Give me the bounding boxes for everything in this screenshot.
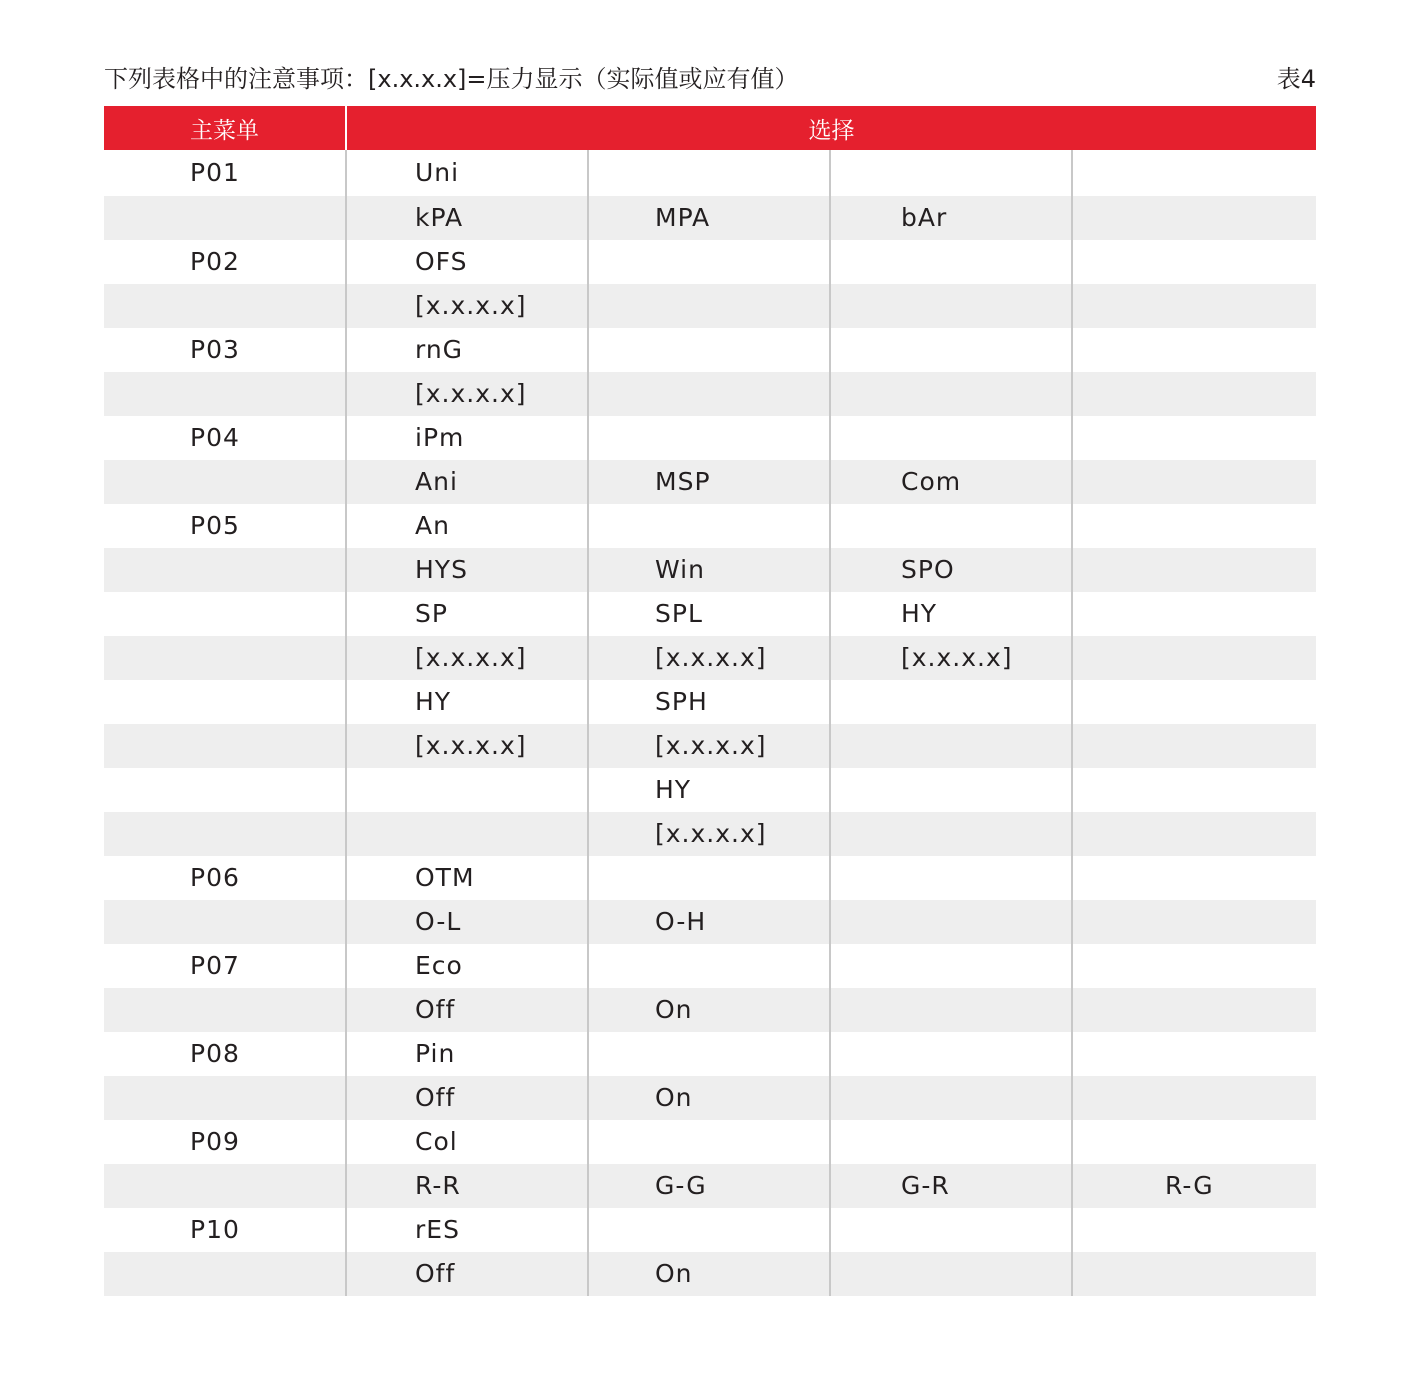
option-cell (830, 284, 1072, 328)
option-cell (346, 812, 588, 856)
option-cell (830, 372, 1072, 416)
option-cell (1072, 548, 1316, 592)
option-cell: HY (588, 768, 830, 812)
option-cell (1072, 900, 1316, 944)
option-cell (1072, 504, 1316, 548)
option-cell: SPH (588, 680, 830, 724)
option-cell (346, 768, 588, 812)
option-cell (1072, 812, 1316, 856)
option-cell: MSP (588, 460, 830, 504)
option-cell (830, 328, 1072, 372)
option-cell: Uni (346, 150, 588, 196)
option-cell: On (588, 1252, 830, 1296)
table-row (104, 592, 1316, 636)
option-cell (588, 1120, 830, 1164)
menu-code-cell (104, 592, 346, 636)
table-row (104, 284, 1316, 328)
option-cell (830, 150, 1072, 196)
option-cell: Com (830, 460, 1072, 504)
table-row (104, 548, 1316, 592)
table-row (104, 768, 1316, 812)
menu-code-cell (104, 768, 346, 812)
menu-options-table (104, 106, 1316, 1296)
option-cell (588, 504, 830, 548)
table-row (104, 416, 1316, 460)
option-cell: MPA (588, 196, 830, 240)
table-row (104, 372, 1316, 416)
table-body (104, 150, 1316, 1296)
option-cell (1072, 150, 1316, 196)
option-cell: HYS (346, 548, 588, 592)
option-cell (1072, 328, 1316, 372)
table-row (104, 1252, 1316, 1296)
option-cell (1072, 1076, 1316, 1120)
option-cell: SPL (588, 592, 830, 636)
option-cell (1072, 372, 1316, 416)
menu-code-cell (104, 372, 346, 416)
option-cell: OTM (346, 856, 588, 900)
option-cell: bAr (830, 196, 1072, 240)
table-row (104, 856, 1316, 900)
option-cell (1072, 1032, 1316, 1076)
option-cell: An (346, 504, 588, 548)
option-cell (830, 240, 1072, 284)
menu-code-cell: P07 (190, 951, 240, 980)
option-cell (830, 856, 1072, 900)
menu-code-cell (104, 284, 346, 328)
table-row (104, 460, 1316, 504)
option-cell: Eco (346, 944, 588, 988)
menu-code-cell: P04 (190, 423, 240, 452)
menu-code-cell (104, 812, 346, 856)
option-cell (1072, 944, 1316, 988)
menu-code-cell: P06 (190, 863, 240, 892)
option-cell: Off (346, 988, 588, 1032)
option-cell: kPA (346, 196, 588, 240)
option-cell (1072, 240, 1316, 284)
option-cell: rES (346, 1208, 588, 1252)
option-cell: O-L (346, 900, 588, 944)
option-cell (1072, 284, 1316, 328)
option-cell (1072, 416, 1316, 460)
menu-code-cell (104, 636, 346, 680)
option-cell (830, 1076, 1072, 1120)
option-cell: On (588, 1076, 830, 1120)
menu-code-cell (104, 988, 346, 1032)
option-cell (1072, 1252, 1316, 1296)
option-cell (588, 284, 830, 328)
menu-code-cell: P08 (190, 1039, 240, 1068)
option-cell (588, 416, 830, 460)
option-cell: On (588, 988, 830, 1032)
option-cell (588, 856, 830, 900)
option-cell: [x.x.x.x] (588, 724, 830, 768)
option-cell: G-G (588, 1164, 830, 1208)
table-caption (104, 62, 1316, 96)
option-cell (588, 150, 830, 196)
table-row (104, 812, 1316, 856)
option-cell (830, 504, 1072, 548)
option-cell: G-R (830, 1164, 1072, 1208)
option-cell (1072, 680, 1316, 724)
option-cell: [x.x.x.x] (588, 812, 830, 856)
table-row (104, 150, 1316, 196)
option-cell: Win (588, 548, 830, 592)
table-row (104, 328, 1316, 372)
option-cell (830, 1252, 1072, 1296)
option-cell (830, 944, 1072, 988)
option-cell (1072, 196, 1316, 240)
option-cell: [x.x.x.x] (830, 636, 1072, 680)
option-cell: O-H (588, 900, 830, 944)
option-cell (830, 812, 1072, 856)
table-row (104, 196, 1316, 240)
option-cell (830, 1032, 1072, 1076)
option-cell: Off (346, 1076, 588, 1120)
table-row (104, 240, 1316, 284)
table-row (104, 504, 1316, 548)
menu-code-cell (104, 1252, 346, 1296)
option-cell: [x.x.x.x] (346, 284, 588, 328)
menu-code-cell: P10 (190, 1215, 240, 1244)
option-cell (588, 944, 830, 988)
menu-code-cell: P01 (190, 158, 240, 187)
menu-code-cell (104, 900, 346, 944)
menu-code-cell: P05 (190, 511, 240, 540)
menu-code-cell: P09 (190, 1127, 240, 1156)
option-cell: Pin (346, 1032, 588, 1076)
menu-code-cell: P03 (190, 335, 240, 364)
option-cell (830, 768, 1072, 812)
option-cell: HY (830, 592, 1072, 636)
option-cell (830, 680, 1072, 724)
option-cell: Ani (346, 460, 588, 504)
option-cell (1072, 460, 1316, 504)
option-cell (1072, 636, 1316, 680)
option-cell: iPm (346, 416, 588, 460)
table-row (104, 944, 1316, 988)
option-cell (1072, 768, 1316, 812)
option-cell (588, 1208, 830, 1252)
menu-code-cell: P02 (190, 247, 240, 276)
menu-code-cell (104, 680, 346, 724)
option-cell: rnG (346, 328, 588, 372)
option-cell (1072, 856, 1316, 900)
caption-text: 下列表格中的注意事项：[x.x.x.x]=压力显示（实际值或应有值） (104, 65, 799, 93)
option-cell (830, 988, 1072, 1032)
option-cell (588, 240, 830, 284)
menu-code-cell (104, 196, 346, 240)
table-row (104, 900, 1316, 944)
option-cell: R-G (1072, 1164, 1316, 1208)
option-cell (830, 1120, 1072, 1164)
menu-code-cell (104, 724, 346, 768)
table-number: 表4 (1276, 65, 1316, 93)
option-cell (588, 372, 830, 416)
table-row (104, 1208, 1316, 1252)
option-cell (588, 1032, 830, 1076)
option-cell: [x.x.x.x] (346, 372, 588, 416)
option-cell (1072, 592, 1316, 636)
header-options: 选择 (346, 106, 1316, 150)
option-cell: Col (346, 1120, 588, 1164)
table-row (104, 1076, 1316, 1120)
menu-code-cell (104, 1164, 346, 1208)
option-cell: SP (346, 592, 588, 636)
table-row (104, 724, 1316, 768)
option-cell: R-R (346, 1164, 588, 1208)
option-cell: HY (346, 680, 588, 724)
option-cell: [x.x.x.x] (588, 636, 830, 680)
table-row (104, 1120, 1316, 1164)
option-cell (1072, 1208, 1316, 1252)
option-cell: [x.x.x.x] (346, 724, 588, 768)
option-cell (1072, 1120, 1316, 1164)
table-row (104, 636, 1316, 680)
option-cell (830, 724, 1072, 768)
option-cell: [x.x.x.x] (346, 636, 588, 680)
option-cell (1072, 988, 1316, 1032)
table-row (104, 1032, 1316, 1076)
option-cell: SPO (830, 548, 1072, 592)
option-cell (830, 900, 1072, 944)
option-cell (588, 328, 830, 372)
option-cell: OFS (346, 240, 588, 284)
option-cell: Off (346, 1252, 588, 1296)
menu-code-cell (104, 548, 346, 592)
menu-code-cell (104, 460, 346, 504)
option-cell (830, 1208, 1072, 1252)
option-cell (830, 416, 1072, 460)
table-row (104, 680, 1316, 724)
menu-code-cell (104, 1076, 346, 1120)
table-row (104, 1164, 1316, 1208)
table-header-row (104, 106, 1316, 150)
header-main-menu: 主菜单 (104, 106, 346, 150)
option-cell (1072, 724, 1316, 768)
table-row (104, 988, 1316, 1032)
